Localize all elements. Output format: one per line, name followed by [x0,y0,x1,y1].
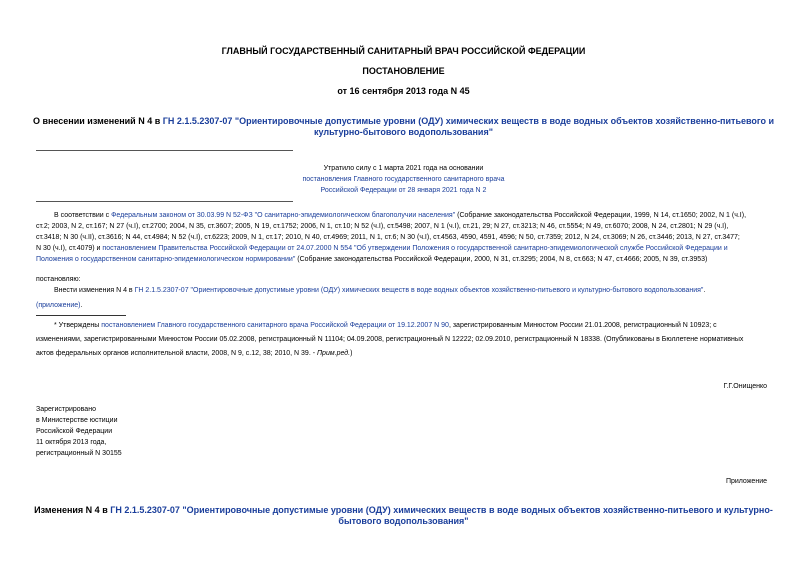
issuing-authority: ГЛАВНЫЙ ГОСУДАРСТВЕННЫЙ САНИТАРНЫЙ ВРАЧ РОССИЙСКОЙ ФЕДЕРАЦИИ [221,46,586,56]
registration-block: Зарегистрировано в Министерстве юстиции Российской Федерации 11 октября 2013 года, регистрационный N 30155 [36,406,122,457]
divider [36,201,293,202]
government-decree-link-cont[interactable]: Положения о государственном санитарно-эпидемиологическом нормировании" [36,256,296,263]
status-line: Утратило силу с 1 марта 2021 года на основании [323,165,484,172]
title-gn-link[interactable]: ГН 2.1.5.2307-07 "Ориентировочные допустимые уровни (ОДУ) химических веществ в воде водных объектов хозяйственно-питьевого и [162,116,775,126]
annex-gn-link-cont[interactable]: бытового водопользования" [338,516,469,526]
footnote-mark: * [54,322,57,329]
annex-title: Изменения N 4 в ГН 2.1.5.2307-07 "Ориентировочные допустимые уровни (ОДУ) химических веществ в воде водных объектов хозяйственно-питьевого и культурно- бытового водопользования" [34,505,773,526]
preamble: В соответствии с Федеральным законом от 30.03.99 N 52-ФЗ "О санитарно-эпидемиологическом благополучии населения" (Собрание законодательства Российской Федерации, 1999, N 14, ст.1650; 2002, N 1 (ч.I), ст.2; 2003, N 2, ст.167; N 27 (ч.I), ст.2700; 2004, N 35, ст.3607; 2005, N 19, ст.1752; 2006, N 1, ст.10; N 52 (ч.I), ст.5498; 2007, N 1 (ч.I), ст.21, 29; N 27, ст.3213; N 46, ст.5554; N 49, ст.6070; 2008, N 24, ст.2801; N 29 (ч.I), ст.3418; N 30 (ч.II), ст.3616; N 44, ст.4984; N 52 (ч.I), ст.6223; 2009, N 1, ст.17; 2010, N 40, ст.4969; 2011, N 1, ст.6; N 30 (ч.I), ст.4563, 4590, 4591, 4596; N 50, ст.7359; 2012, N 24, ст.3069; N 26, ст.3446; 2013, N 27, ст.3477; N 30 (ч.I), ст.4079) и постановлением Правительства Российской Федерации от 24.07.2000 N 554 "Об утверждении Положения о государственной санитарно-эпидемиологической службе Российской Федерации и Положения о государственном санитарно-эпидемиологическом нормировании" (Собрание законодательства Российской Федерации, 2000, N 31, ст.3295; 2004, N 8, ст.663; N 47, ст.4666; 2005, N 39, ст.3953) [36,212,747,263]
divider [36,150,293,151]
document-type: ПОСТАНОВЛЕНИЕ [362,66,445,76]
gn-link[interactable]: ГН 2.1.5.2307-07 "Ориентировочные допустимые уровни (ОДУ) химических веществ в воде водных объектов хозяйственно-питьевого и культурно-бытового водопользования" [134,287,704,294]
status-link-2[interactable]: Российской Федерации от 28 января 2021 года N 2 [320,187,487,194]
footnote-divider [36,315,126,316]
title-gn-link-cont[interactable]: культурно-бытового водопользования" [314,127,493,137]
footnote: * Утверждены постановлением Главного государственного санитарного врача Российской Федерации от 19.12.2007 N 90, зарегистрированным Минюстом России 21.01.2008, регистрационный N 10923; с изменениями, зарегистрированными Минюстом России 05.02.2008, регистрационный N 11104; 04.09.2008, регистрационный N 12222; 02.09.2010, регистрационный N 18338. (Опубликованы в Бюллетене нормативных актов федеральных органов исполнительной власти, 2008, N 9, с.12, 38; 2010, N 39. - Прим.ред.) [36,322,744,357]
annex-link[interactable]: (приложение) [36,302,81,309]
federal-law-link[interactable]: Федеральным законом от 30.03.99 N 52-ФЗ "О санитарно-эпидемиологическом благополучии населения" [111,212,456,219]
annex-gn-link[interactable]: ГН 2.1.5.2307-07 "Ориентировочные допустимые уровни (ОДУ) химических веществ в воде водных объектов хозяйственно-питьевого и культурно- [110,505,773,515]
government-decree-link[interactable]: постановлением Правительства Российской Федерации от 24.07.2000 N 554 "Об утверждении Положения о государственной санитарно-эпидемиологической службе Российской Федерации и [102,245,728,252]
status-note [270,163,537,196]
page-title [20,116,787,138]
footnote-decree-link[interactable]: постановлением Главного государственного санитарного врача Российской Федерации от 19.12.2007 N 90 [101,322,449,329]
signature: Г.Г.Онищенко [723,383,767,390]
title-prefix: О внесении изменений N 4 в [32,116,163,126]
document-date: от 16 сентября 2013 года N 45 [337,86,470,96]
decree-label: постановляю: [36,276,81,283]
status-link-1[interactable]: постановления Главного государственного санитарного врача [302,176,505,183]
appendix-label: Приложение [725,478,767,485]
decree-text: Внести изменения N 4 в ГН 2.1.5.2307-07 "Ориентировочные допустимые уровни (ОДУ) химических веществ в воде водных объектов хозяйственно-питьевого и культурно-бытового водопользования". (приложение). [36,287,706,309]
